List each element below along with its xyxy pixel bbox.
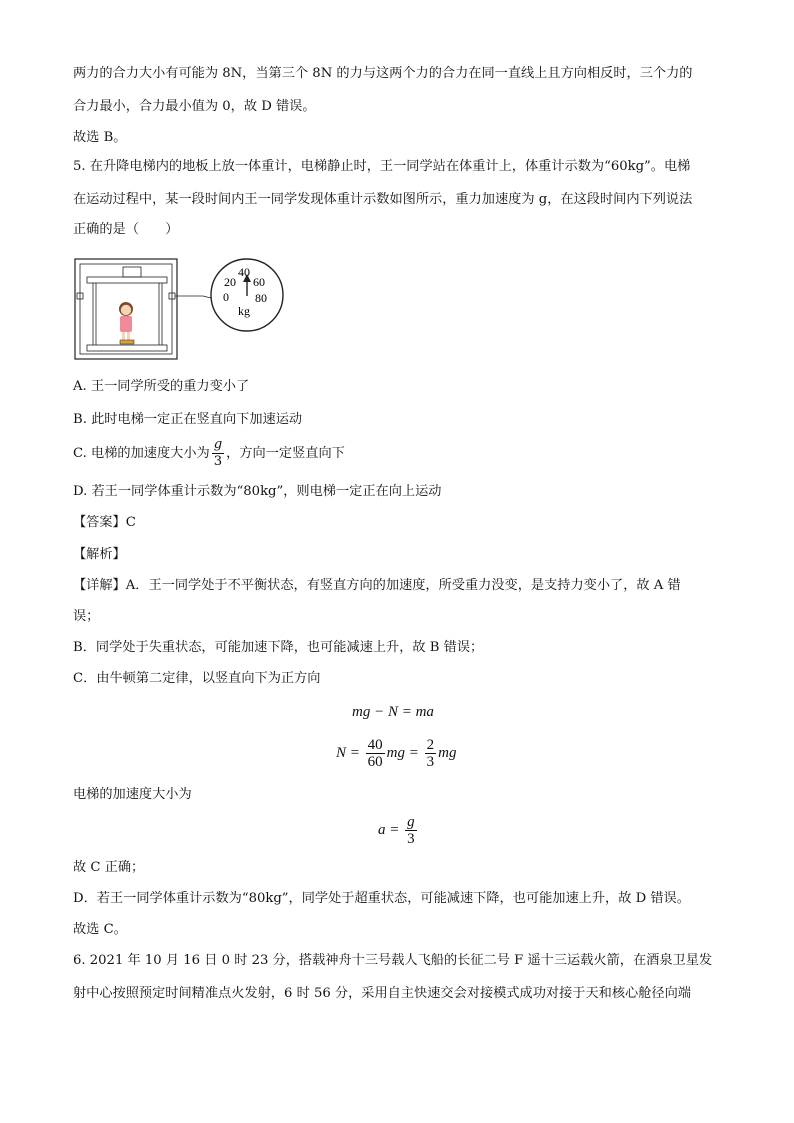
- question-6-stem: 射中心按照预定时间精准点火发射，6 时 56 分，采用自主快速交会对接模式成功对接于天和核心舱径向端: [73, 986, 691, 1001]
- detail-text: C．由牛顿第二定律，以竖直向下为正方向: [73, 671, 321, 686]
- text-line: 故选 B。: [73, 130, 127, 145]
- detail-text: 故 C 正确；: [73, 860, 145, 875]
- option-c: [73, 436, 345, 472]
- fraction: $\frac{g}{3}$: [213, 437, 223, 469]
- question-5-stem: 正确的是（ ）: [73, 222, 179, 237]
- student-figure: [119, 302, 134, 344]
- scale-unit: kg: [238, 304, 250, 318]
- detail-text: 故选 C。: [73, 922, 127, 937]
- detail-text: B．同学处于失重状态，可能加速下降，也可能减速上升，故 B 错误；: [73, 640, 484, 655]
- text-line: 两力的合力大小有可能为 8N，当第三个 8N 的力与这两个力的合力在同一直线上且方向相反时，三个力的: [73, 66, 693, 81]
- tick-label-40: 40: [238, 265, 250, 279]
- question-5-stem: 在运动过程中，某一段时间内王一同学发现体重计示数如图所示，重力加速度为 g，在这段时间内下列说法: [73, 192, 693, 207]
- tick-label-20: 20: [224, 275, 236, 289]
- analysis-label: 【解析】: [73, 547, 126, 562]
- elevator-figure: [73, 253, 285, 363]
- detail-text: 误；: [73, 609, 100, 624]
- equation-acceleration: a = $\frac{g}{3}$: [378, 814, 415, 847]
- equation-normal-force: N = $\frac{40}{60}$ mg = $\frac{2}{3}$ mg: [336, 737, 457, 770]
- text-line: 合力最小，合力最小值为 0，故 D 错误。: [73, 99, 316, 114]
- equation-newton: mg − N = ma: [352, 704, 434, 720]
- option-c-label: C. 电梯的加速度大小为: [73, 446, 210, 461]
- question-5-stem: 5. 在升降电梯内的地板上放一体重计，电梯静止时，王一同学站在体重计上，体重计示数为“60kg”。电梯: [73, 159, 691, 174]
- elevator-scale-diagram: [73, 253, 285, 363]
- option-c-suffix: ，方向一定竖直向下: [226, 446, 345, 461]
- option-d: D. 若王一同学体重计示数为“80kg”，则电梯一定正在向上运动: [73, 484, 442, 499]
- option-a: A. 王一同学所受的重力变小了: [73, 379, 250, 394]
- answer-label: 【答案】C: [73, 515, 136, 530]
- tick-label-60: 60: [253, 275, 265, 289]
- detail-text: 【详解】A．王一同学处于不平衡状态，有竖直方向的加速度，所受重力没变，是支持力变小了，故 A 错: [73, 578, 681, 593]
- question-6-stem: 6. 2021 年 10 月 16 日 0 时 23 分，搭载神舟十三号载人飞船的长征二号 F 遥十三运载火箭，在酒泉卫星发: [73, 953, 713, 968]
- tick-label-80: 80: [255, 291, 267, 305]
- detail-text: D．若王一同学体重计示数为“80kg”，同学处于超重状态，可能减速下降，也可能加速上升，故 D 错误。: [73, 891, 690, 906]
- option-b: B. 此时电梯一定正在竖直向下加速运动: [73, 412, 303, 427]
- tick-label-0: 0: [223, 290, 229, 304]
- detail-text: 电梯的加速度大小为: [73, 787, 192, 802]
